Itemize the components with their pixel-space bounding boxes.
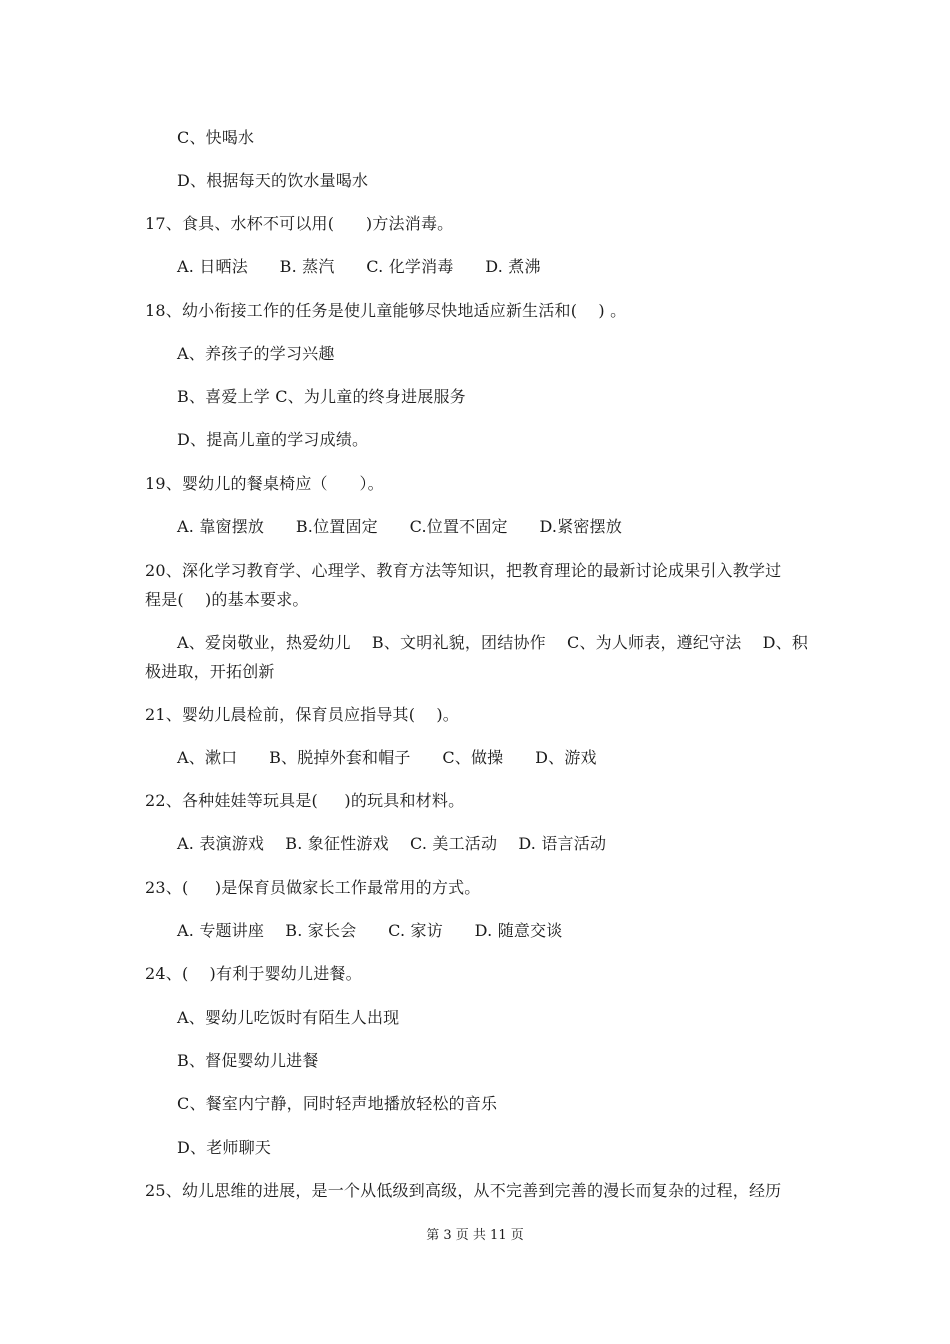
question-22: 22、各种娃娃等玩具是( )的玩具和材料。 [145,791,465,810]
page-footer: 第 3 页 共 11 页 [426,1228,524,1243]
q21-options: A、漱口 B、脱掉外套和帽子 C、做操 D、游戏 [177,748,597,767]
question-23: 23、( )是保育员做家长工作最常用的方式。 [145,878,481,897]
q16-option-c: C、快喝水 [177,128,255,147]
q23-options: A. 专题讲座 B. 家长会 C. 家访 D. 随意交谈 [177,921,563,940]
q24-option-d: D、老师聊天 [177,1138,272,1157]
q18-option-d: D、提高儿童的学习成绩。 [177,430,369,449]
q24-option-b: B、督促婴幼儿进餐 [177,1051,319,1070]
question-21: 21、婴幼儿晨检前，保育员应指导其( )。 [145,705,459,724]
q19-options: A. 靠窗摆放 B.位置固定 C.位置不固定 D.紧密摆放 [177,517,623,536]
q18-option-bc: B、喜爱上学 C、为儿童的终身进展服务 [177,387,466,406]
question-19: 19、婴幼儿的餐桌椅应（ ）。 [145,474,384,493]
q17-options: A. 日晒法 B. 蒸汽 C. 化学消毒 D. 煮沸 [177,257,541,276]
q24-option-a: A、婴幼儿吃饭时有陌生人出现 [177,1008,400,1027]
q20-options: A、爱岗敬业，热爱幼儿 B、文明礼貌，团结协作 C、为人师表，遵纪守法 D、积 [177,633,809,652]
question-20-continued: 程是( )的基本要求。 [145,590,309,609]
question-25: 25、幼儿思维的进展，是一个从低级到高级，从不完善到完善的漫长而复杂的过程，经历 [145,1181,782,1200]
q18-option-a: A、养孩子的学习兴趣 [177,344,335,363]
question-24: 24、( )有利于婴幼儿进餐。 [145,964,362,983]
q22-options: A. 表演游戏 B. 象征性游戏 C. 美工活动 D. 语言活动 [177,834,607,853]
q16-option-d: D、根据每天的饮水量喝水 [177,171,369,190]
q24-option-c: C、餐室内宁静，同时轻声地播放轻松的音乐 [177,1094,498,1113]
q20-options-continued: 极进取，开拓创新 [145,662,275,681]
question-17: 17、食具、水杯不可以用( )方法消毒。 [145,214,454,233]
question-18: 18、幼小衔接工作的任务是使儿童能够尽快地适应新生活和( ) 。 [145,301,627,320]
question-20: 20、深化学习教育学、心理学、教育方法等知识，把教育理论的最新讨论成果引入教学过 [145,561,782,580]
